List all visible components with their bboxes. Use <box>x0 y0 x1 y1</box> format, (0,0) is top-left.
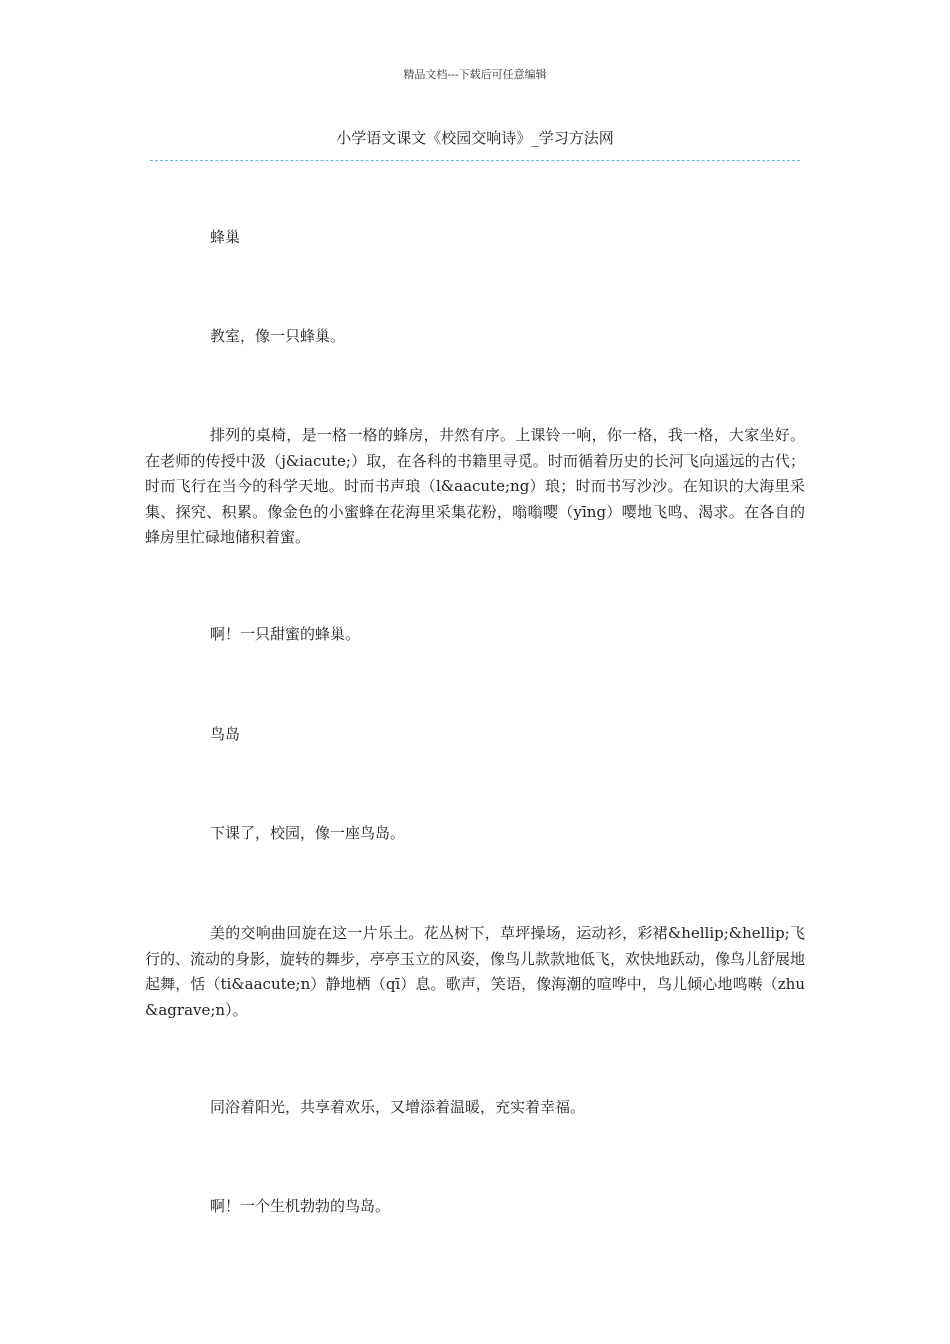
page-header-note: 精品文档---下载后可任意编辑 <box>403 68 547 81</box>
section-heading-beehive: 蜂巢 <box>210 228 241 246</box>
paragraph-classroom: 教室，像一只蜂巢。 <box>210 327 346 345</box>
section-heading-bird-island: 鸟岛 <box>210 725 241 743</box>
title-divider <box>150 160 800 161</box>
paragraph-desks: 排列的桌椅，是一格一格的蜂房，井然有序。上课铃一响，你一格，我一格，大家坐好。在老师的传授中汲（j&iacute;）取，在各科的书籍里寻觅。时而循着历史的长河飞向遥远的古代；时而飞行在当今的科学天地。时而书声琅（l&aacute;ng）琅；时而书写沙沙。在知识的大海里采集、探究、积累。像金色的小蜜蜂在花海里采集花粉，嗡嗡嘤（yīng）嘤地飞鸣、渴求。在各自的蜂房里忙碌地储积着蜜。 <box>145 426 805 546</box>
paragraph-sweet-beehive: 啊！一只甜蜜的蜂巢。 <box>210 625 361 643</box>
paragraph-sunshine: 同浴着阳光，共享着欢乐，又增添着温暖，充实着幸福。 <box>210 1098 586 1116</box>
document-title: 小学语文课文《校园交响诗》_学习方法网 <box>336 129 614 147</box>
paragraph-lively-bird-island: 啊！一个生机勃勃的鸟岛。 <box>210 1197 391 1215</box>
paragraph-after-class: 下课了，校园，像一座鸟岛。 <box>210 824 406 842</box>
paragraph-symphony: 美的交响曲回旋在这一片乐土。花丛树下，草坪操场，运动衫，彩裙&hellip;&hellip;飞行的、流动的身影，旋转的舞步，亭亭玉立的风姿，像鸟儿款款地低飞，欢快地跃动，像鸟儿舒展地起舞，恬（ti&aacute;n）静地栖（qī）息。歌声，笑语，像海潮的喧哗中，鸟儿倾心地鸣啭（zhu&agrave;n）。 <box>145 924 806 1019</box>
